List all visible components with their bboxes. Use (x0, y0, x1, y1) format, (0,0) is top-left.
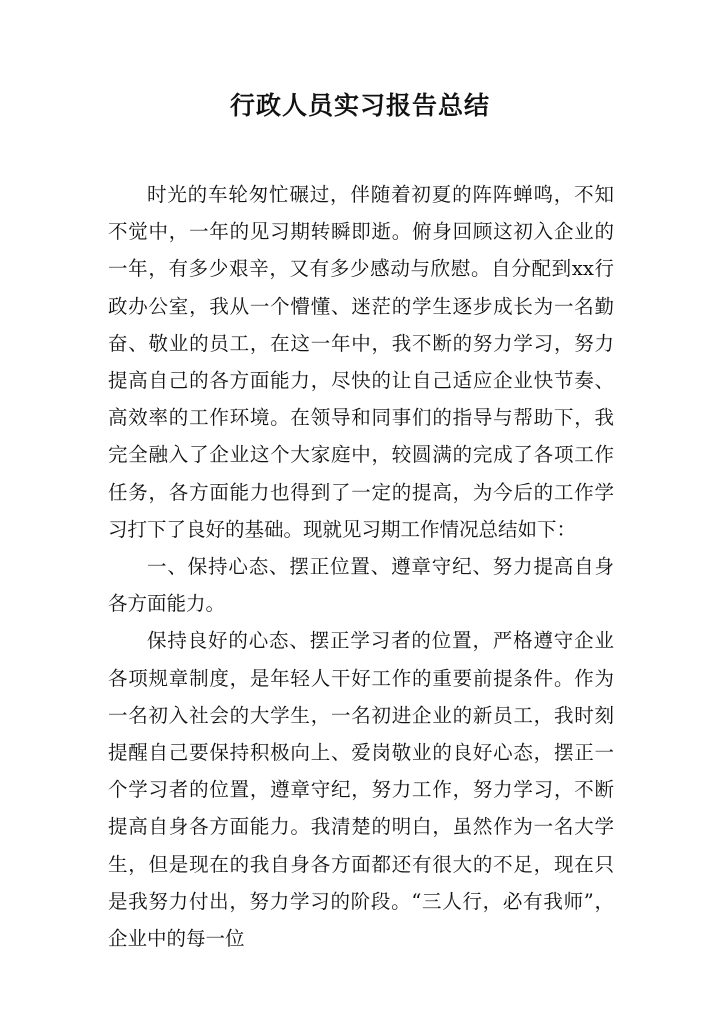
paragraph-section-heading-1: 一、保持心态、摆正位置、遵章守纪、努力提高自身各方面能力。 (108, 555, 614, 616)
paragraph-intro: 时光的车轮匆忙碾过，伴随着初夏的阵阵蝉鸣，不知不觉中，一年的见习期转瞬即逝。俯身回顾这初入企业的一年，有多少艰辛，又有多少感动与欣慰。自分配到xx行政办公室，我从一个懵懂、迷茫的学生逐步成长为一名勤奋、敬业的员工，在这一年中，我不断的努力学习，努力提高自己的各方面能力，尽快的让自己适应企业快节奏、高效率的工作环境。在领导和同事们的指导与帮助下，我完全融入了企业这个大家庭中，较圆满的完成了各项工作任务，各方面能力也得到了一定的提高，为今后的工作学习打下了良好的基础。现就见习期工作情况总结如下： (108, 183, 614, 541)
document-title: 行政人员实习报告总结 (229, 91, 490, 120)
document-body (108, 176, 614, 957)
paragraph-section-1-body: 保持良好的心态、摆正学习者的位置，严格遵守企业各项规章制度，是年轻人干好工作的重要前提条件。作为一名初入社会的大学生，一名初进企业的新员工，我时刻提醒自己要保持积极向上、爱岗敬业的良好心态，摆正一个学习者的位置，遵章守纪，努力工作，努力学习，不断提高自身各方面能力。我清楚的明白，虽然作为一名大学生，但是现在的我自身各方面都还有很大的不足，现在只是我努力付出，努力学习的阶段。“三人行，必有我师”，企业中的每一位 (108, 629, 614, 951)
